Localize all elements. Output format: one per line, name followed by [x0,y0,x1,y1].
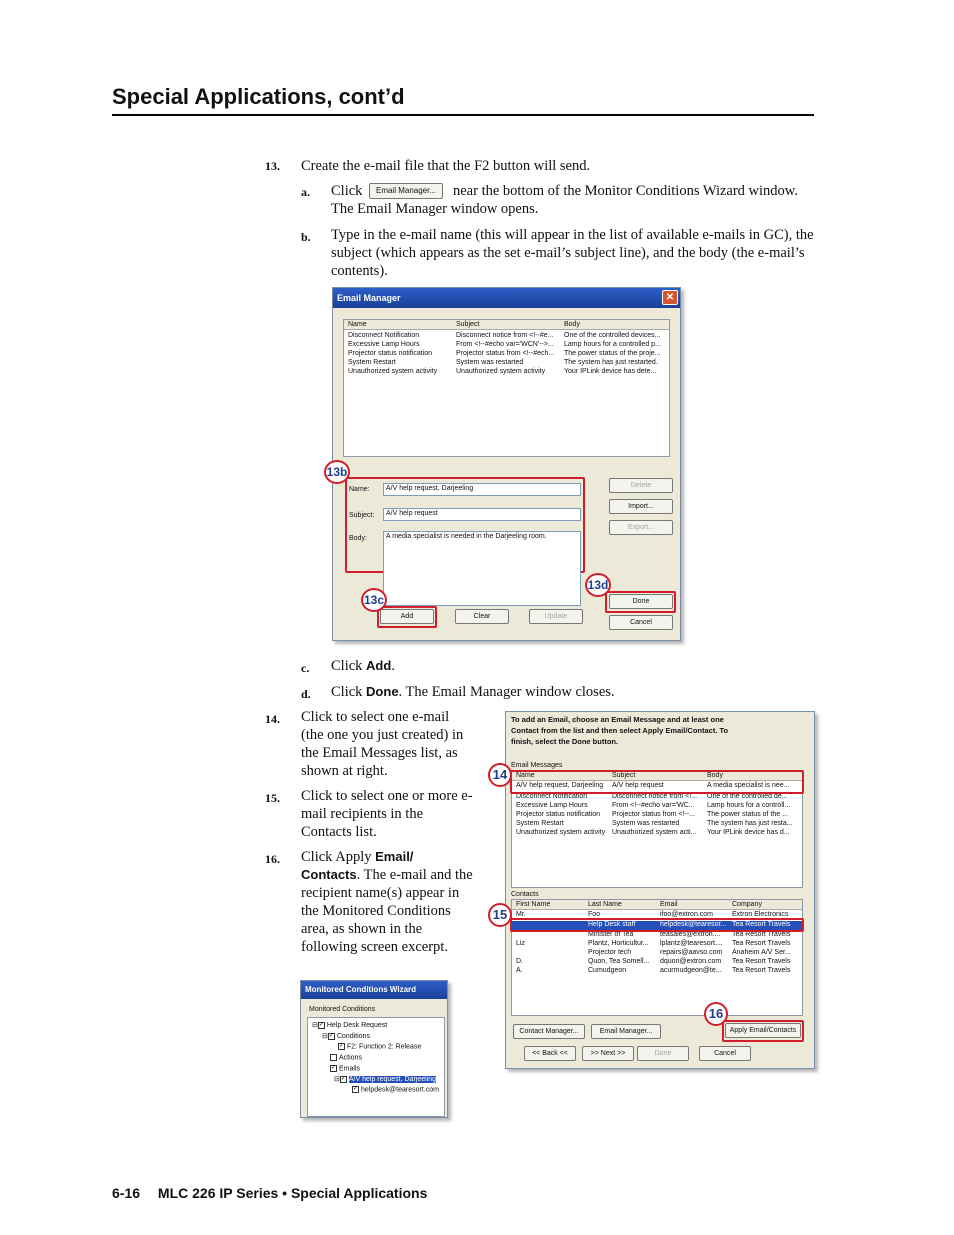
cell: Anaheim A/V Ser... [732,949,791,956]
update-button[interactable]: Update [529,609,583,624]
cell: Disconnect Notification [348,332,420,339]
cell: System was restarted [612,820,680,827]
cell: lplantz@tearesort.... [660,940,723,947]
cell: A. [516,967,523,974]
step-16-bold1: Email/ [375,849,414,864]
callout-13b: 13b [324,460,350,484]
cell: Tea Resort Travels [732,958,791,965]
cell: The system has just restarted. [564,359,658,366]
tree-actions-label: Actions [339,1054,362,1062]
step-13b-letter: b. [301,230,311,244]
cell: Projector status notification [348,350,433,357]
wizard-instructions: To add an Email, choose an Email Message and at least one Contact from the list and then select Apply Email/Contact. To finish, select the Done button. [511,715,729,746]
tree-conditions-label: Conditions [336,1033,370,1040]
cancel-button[interactable]: Cancel [609,615,673,630]
step-13d-bold: Done [366,684,399,699]
contact-manager-button[interactable]: Contact Manager... [513,1024,585,1039]
callout-14: 14 [488,763,512,787]
cell: Liz [516,940,525,947]
cell: One of the controlled de... [707,793,788,800]
body-textarea[interactable]: A media specialist is needed in the Darjeeling room. [383,531,581,606]
step-13 [265,157,280,175]
cell: Your IPLink device has d... [707,829,790,836]
step-13-number: 13. [265,159,280,173]
checkbox-checked-icon[interactable]: ✓ [353,1086,359,1092]
contacts-label: Contacts [511,891,539,898]
next-button[interactable]: >> Next >> [582,1046,634,1061]
done-button[interactable]: Done [609,594,673,609]
conditions-tree[interactable] [307,1017,445,1117]
cell: Unauthorized system activity [348,368,438,375]
cell: Quon, Tea Somell... [588,958,650,965]
tree-condition-item[interactable] [338,1043,421,1050]
msg-col-subject[interactable]: Subject [612,772,636,779]
cell: dquon@extron.com [660,958,722,965]
cell: Projector status notification [516,811,601,818]
delete-button[interactable]: Delete [609,478,673,493]
email-manager-inline-button: Email Manager... [369,183,443,199]
footer-text: MLC 226 IP Series • Special Applications [157,1185,428,1201]
step-16-text [301,848,473,956]
cell: The power status of the ... [707,811,788,818]
cell: A/V help request [612,782,664,789]
callout-16: 16 [704,1002,728,1026]
step-13c-bold: Add [366,658,392,673]
cell: The power status of the proje... [564,350,661,357]
cell: Disconnect notice from <!--#e... [456,332,554,339]
step-13c-pre: Click [331,658,363,674]
cell: Excessive Lamp Hours [516,802,588,809]
tree-conditions[interactable] [322,1032,370,1040]
msg-col-body[interactable]: Body [707,772,723,779]
subject-input[interactable]: A/V help request [383,508,581,521]
cell: Cumudgeon [588,967,627,974]
page-number: 6-16 [112,1185,141,1201]
collapse-icon[interactable]: ⊟ [312,1022,318,1029]
close-icon[interactable]: ✕ [662,290,678,305]
add-button[interactable]: Add [380,609,434,624]
cell: Tea Resort Travels [732,967,791,974]
checkbox-checked-icon[interactable]: ✓ [328,1032,334,1039]
cell: A/V help request, Darjeeling [516,782,604,789]
cell: Minister of Tea [588,931,634,938]
collapse-icon[interactable]: ⊟ [322,1033,328,1040]
tree-actions[interactable] [330,1054,362,1061]
checkbox-checked-icon[interactable]: ✓ [331,1065,337,1071]
cell: System was restarted [456,359,524,366]
cell: Unauthorized system activity [456,368,546,375]
conditions-title: Monitored Conditions Wizard [301,981,447,999]
cell: Foo [588,911,601,918]
checkbox-icon[interactable] [330,1054,337,1061]
cell: helpdesk@tearesor... [660,921,727,928]
msg-col-name[interactable]: Name [516,772,535,779]
cell: The system has just resta... [707,820,793,827]
step-15-number: 15. [265,791,280,805]
export-button[interactable]: Export... [609,520,673,535]
checkbox-checked-icon[interactable]: ✓ [339,1043,345,1049]
cell: ifoo@extron.com [660,911,714,918]
step-14-text: Click to select one e-mail (the one you just created) in the Email Messages list, as shown at right. [301,709,464,779]
tree-root[interactable] [312,1021,387,1029]
tree-email-item-label: A/V help request, Darjeeling [348,1076,437,1083]
email-list-col-name[interactable]: Name [348,321,367,328]
apply-email-contacts-button[interactable]: Apply Email/Contacts [725,1023,801,1038]
tree-emails-label: Emails [339,1065,361,1073]
step-13b-text: Type in the e-mail name (this will appear in the list of available e-mails in GC), the subject (which appears as the set e-mail’s subject line), and the body (the e-mail’s contents). [331,227,814,279]
title-rule [112,114,814,116]
step-16-post: . The e-mail and the recipient name(s) appear in the Monitored Conditions area, as shown in the following screen excerpt. [301,867,473,955]
callout-13c: 13c [361,588,387,612]
cell: Plantz, Horticultur... [588,940,649,947]
cell: Tea Resort Travels [732,940,791,947]
cell: From <!--#echo var='WCN'-->... [456,341,554,348]
step-13d [331,683,615,701]
cell: D. [516,958,523,965]
conditions-window [300,980,448,1118]
cell: repairs@aavso.com [660,949,723,956]
step-13a-pre: Click [331,183,363,199]
cell: Mr. [516,911,526,918]
step-13d-post: . The Email Manager window closes. [398,684,615,700]
step-13c [331,657,395,675]
subject-label: Subject: [349,512,375,519]
cell: Lamp hours for a controlled p... [564,341,661,348]
clear-button[interactable]: Clear [455,609,509,624]
tree-recipient-label: helpdesk@tearesort.com [361,1086,439,1094]
wizard-cancel-button[interactable]: Cancel [699,1046,751,1061]
name-input[interactable]: A/V help request, Darjeeling [383,483,581,496]
import-button[interactable]: Import... [609,499,673,514]
cell: Tea Resort Travels [732,921,791,928]
email-messages-label: Email Messages [511,762,563,769]
step-13c-post: . [391,658,395,674]
page-footer [112,1185,427,1201]
step-14-number: 14. [265,712,280,726]
step-16-number: 16. [265,852,280,866]
tree-recipient[interactable] [352,1086,439,1093]
contacts-list[interactable] [511,899,803,1016]
email-manager-window [326,287,681,641]
checkbox-checked-icon[interactable]: ✓ [340,1075,346,1082]
step-13d-pre: Click [331,684,363,700]
email-list-col-subject[interactable]: Subject [456,321,480,328]
email-manager-button[interactable]: Email Manager... [591,1024,661,1039]
cell: Disconnect Notification [516,793,588,800]
highlight-15 [510,918,804,932]
contact-col-company[interactable]: Company [732,901,762,908]
tree-email-item[interactable] [334,1075,436,1083]
wizard-window [492,711,815,1069]
cell: One of the controlled devices... [564,332,661,339]
cell: Projector status from <!--#ech... [456,350,555,357]
monitored-conditions-label: Monitored Conditions [309,1006,376,1013]
collapse-icon[interactable]: ⊟ [334,1076,340,1083]
cell: Lamp hours for a controll... [707,802,791,809]
contact-col-email[interactable]: Email [660,901,678,908]
tree-emails[interactable] [330,1065,360,1072]
email-manager-titlebar [333,288,680,308]
tree-root-label: Help Desk Request [326,1022,388,1029]
cell: teasales@extron.... [660,931,721,938]
cell: Tea Resort Travels [732,931,791,938]
cell: A media specialist is nee... [707,782,790,789]
cell: Unauthorized system activity [516,829,606,836]
callout-13d: 13d [585,573,611,597]
cell: From <!--#echo var='WC... [612,802,695,809]
wizard-done-button[interactable]: Done [637,1046,689,1061]
step-13-text: Create the e-mail file that the F2 button will send. [301,158,591,174]
back-button[interactable]: << Back << [524,1046,576,1061]
contact-col-first[interactable]: First Name [516,901,551,908]
step-16-pre: Click Apply [301,849,372,865]
cell: Unauthorized system acti... [612,829,697,836]
tree-condition-item-label: F2: Function 2: Release [347,1043,422,1051]
callout-15: 15 [488,903,512,927]
step-13c-letter: c. [301,661,310,675]
cell: Projector tech [588,949,632,956]
step-16-bold2: Contacts [301,867,357,882]
highlight-14 [510,770,804,794]
cell: Your IPLink device has dete... [564,368,657,375]
step-13a-text: near the bottom of the Monitor Conditions Wizard window. The Email Manager window opens. [331,183,798,217]
step-13a-letter: a. [301,185,310,199]
cell: System Restart [516,820,564,827]
email-list[interactable] [343,319,670,457]
step-15-text: Click to select one or more e-mail recipients in the Contacts list. [301,788,473,840]
contact-col-last[interactable]: Last Name [588,901,622,908]
cell: Extron Electronics [732,911,789,918]
table-row[interactable] [344,368,669,378]
name-label: Name: [349,486,370,493]
cell: System Restart [348,359,396,366]
email-list-col-body[interactable]: Body [564,321,580,328]
cell: Help Desk staff [588,921,636,928]
cell: Disconnect notice from <!... [612,793,698,800]
cell: Excessive Lamp Hours [348,341,420,348]
email-manager-title: Email Manager [337,293,401,303]
cell: acurmudgeon@te... [660,967,722,974]
cell: Projector status from <!--... [612,811,696,818]
table-row[interactable] [512,829,802,839]
table-row[interactable] [512,967,802,977]
step-13d-letter: d. [301,687,311,701]
checkbox-checked-icon[interactable]: ✓ [318,1021,324,1028]
page-title: Special Applications, cont’d [112,84,405,109]
body-label: Body: [349,535,367,542]
